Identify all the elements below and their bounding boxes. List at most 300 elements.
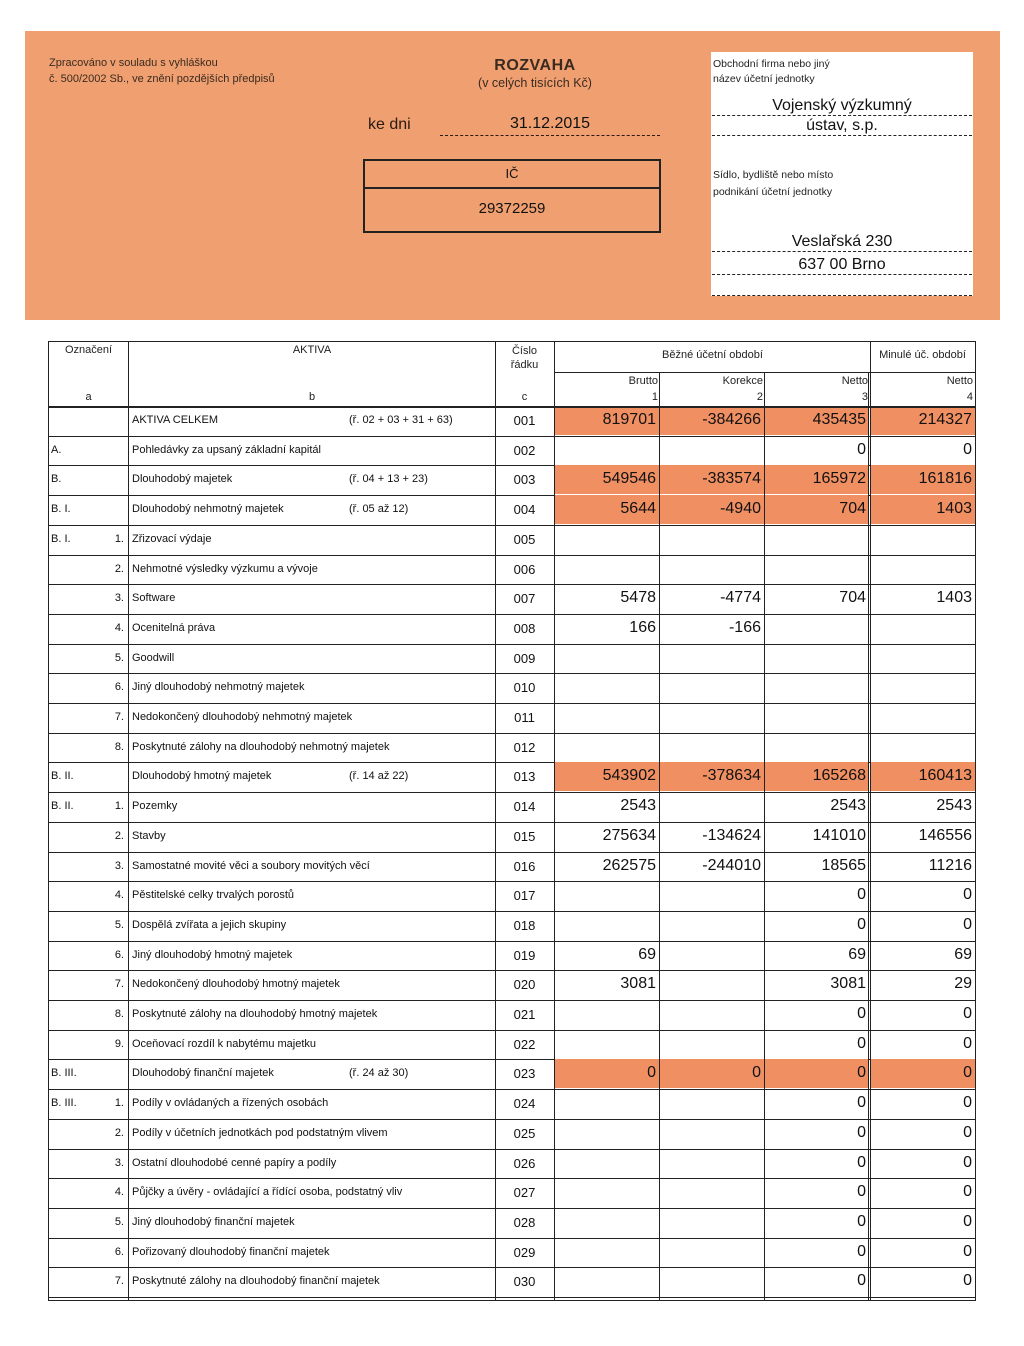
col-index-4: 4: [966, 391, 973, 403]
value-netto: [765, 614, 869, 643]
value-brutto: [555, 525, 659, 554]
col-header-cislo-2: řádku: [510, 359, 539, 371]
row-formula: (ř. 02 + 03 + 31 + 63): [349, 414, 453, 426]
row-code: 019: [513, 947, 536, 963]
row-number: 7.: [114, 978, 124, 991]
row-mark: B. III.: [51, 1067, 77, 1080]
value-netto-prev: 11216: [928, 856, 972, 874]
value-korekce: [660, 1030, 764, 1059]
row-formula: [349, 822, 489, 851]
row-code: 009: [513, 650, 536, 666]
value-netto: 165268: [765, 762, 869, 791]
value-brutto: 5478: [620, 589, 656, 607]
row-mark: [51, 406, 97, 435]
row-formula: [349, 911, 489, 940]
row-number: [97, 436, 125, 465]
table-row: [49, 555, 975, 585]
value-korekce: [660, 1149, 764, 1178]
row-number: 5.: [114, 1215, 124, 1228]
ic-label: IČ: [365, 161, 659, 189]
value-korekce: [660, 525, 764, 554]
row-label: AKTIVA CELKEM: [132, 414, 218, 426]
seat-label-1: Sídlo, bydliště nebo místo: [713, 169, 834, 181]
row-mark: [51, 673, 97, 702]
value-netto: 0: [857, 1242, 866, 1260]
value-netto: [765, 703, 869, 732]
address-1: Veslařská 230: [712, 232, 972, 252]
table-row: [49, 881, 975, 911]
row-mark: [51, 1238, 97, 1267]
value-korekce: [660, 1119, 764, 1148]
col-index-a: a: [85, 391, 92, 403]
value-netto-prev: 0: [963, 1153, 972, 1171]
row-code: 008: [513, 620, 536, 636]
row-number: [97, 762, 125, 791]
row-formula: [349, 1030, 489, 1059]
grid-line: [49, 1297, 975, 1298]
table-row: [49, 1178, 975, 1208]
row-formula: [349, 1149, 489, 1178]
row-formula: [349, 673, 489, 702]
value-brutto: [555, 881, 659, 910]
value-brutto: 5644: [555, 495, 659, 524]
value-netto: [765, 644, 869, 673]
grid-line: [870, 342, 871, 1300]
value-brutto: 166: [629, 618, 656, 636]
blank-line: [712, 295, 972, 296]
row-number: 6.: [114, 1245, 124, 1258]
row-mark: [51, 911, 97, 940]
value-brutto: 2543: [620, 797, 656, 815]
table-row: [49, 703, 975, 733]
row-formula: [349, 555, 489, 584]
row-number: [97, 1059, 125, 1088]
value-korekce: [660, 1000, 764, 1029]
date-label: ke dni: [368, 116, 411, 133]
value-korekce: -166: [728, 618, 761, 636]
row-label: Dlouhodobý majetek: [132, 473, 233, 486]
row-number: 2.: [114, 829, 124, 842]
table-row: [49, 1149, 975, 1179]
row-label: Jiný dlouhodobý hmotný majetek: [132, 948, 293, 961]
col-index-b: b: [308, 391, 316, 403]
value-netto-prev: 0: [963, 1005, 972, 1022]
row-code: 030: [513, 1274, 536, 1290]
value-brutto: [555, 911, 659, 940]
row-code: 003: [513, 472, 536, 488]
row-mark: B.: [51, 473, 62, 486]
row-label: Podíly v ovládaných a řízených osobách: [132, 1097, 329, 1110]
value-korekce: [660, 1178, 764, 1207]
value-korekce: [660, 733, 764, 762]
value-netto-prev: 0: [870, 1059, 975, 1088]
value-brutto: [555, 1119, 659, 1148]
value-netto-prev: [870, 703, 975, 732]
row-code: 013: [513, 769, 536, 785]
row-label: Nedokončený dlouhodobý hmotný majetek: [132, 978, 340, 991]
table-row: [49, 406, 975, 436]
value-brutto: 549546: [555, 465, 659, 494]
value-korekce: [660, 555, 764, 584]
col-header-minule: Minulé úč. období: [879, 349, 966, 361]
value-korekce: -378634: [660, 762, 764, 791]
value-netto: 0: [857, 886, 866, 904]
row-number: 4.: [114, 889, 124, 902]
row-number: 4.: [114, 621, 124, 634]
table-row: [49, 792, 975, 822]
value-korekce: [660, 703, 764, 732]
value-korekce: [660, 1238, 764, 1267]
value-netto: 0: [857, 1005, 866, 1022]
value-netto: 0: [857, 1123, 866, 1141]
row-number: 6.: [114, 948, 124, 961]
value-netto: 18565: [821, 856, 866, 874]
value-netto: [765, 733, 869, 762]
value-netto: [765, 525, 869, 554]
row-number: 8.: [114, 1008, 124, 1020]
value-netto-prev: 2543: [936, 797, 972, 815]
table-row: [49, 911, 975, 941]
firm-name-2: ústav, s.p.: [712, 116, 972, 136]
value-brutto: [555, 673, 659, 702]
col-index-2: 2: [756, 391, 763, 403]
row-mark: [51, 1208, 97, 1237]
value-brutto: [555, 1000, 659, 1029]
value-korekce: -244010: [702, 856, 761, 874]
row-label: Pozemky: [132, 800, 178, 813]
row-mark: [51, 1119, 97, 1148]
grid-line: [554, 342, 555, 1300]
row-mark: [51, 1149, 97, 1178]
row-label: Pohledávky za upsaný základní kapitál: [132, 443, 321, 456]
grid-line: [128, 342, 129, 1300]
legal-line-2: č. 500/2002 Sb., ve znění pozdějších předpisů: [49, 73, 275, 85]
form-header: [25, 31, 1000, 320]
value-korekce: [660, 1267, 764, 1296]
row-number: 3.: [114, 592, 124, 605]
table-row: [49, 495, 975, 525]
row-formula: [349, 792, 489, 821]
table-row: [49, 1238, 975, 1268]
value-netto-prev: 0: [963, 886, 972, 904]
value-netto: 704: [765, 495, 869, 524]
row-label: Půjčky a úvěry - ovládající a řídící osoba, podstatný vliv: [132, 1186, 403, 1199]
value-netto-prev: 69: [954, 945, 972, 963]
row-code: 005: [513, 531, 536, 547]
row-code: 020: [513, 977, 536, 993]
row-mark: [51, 614, 97, 643]
table-row: [49, 436, 975, 466]
row-number: [97, 465, 125, 494]
ic-box: [363, 159, 661, 233]
row-number: 5.: [114, 651, 124, 664]
row-code: 025: [513, 1125, 536, 1141]
row-label: Jiný dlouhodobý nehmotný majetek: [132, 681, 305, 694]
table-row: [49, 673, 975, 703]
row-label: Ostatní dlouhodobé cenné papíry a podíly: [132, 1156, 337, 1169]
value-netto-prev: 0: [963, 1272, 972, 1290]
table-row: [49, 1089, 975, 1119]
value-netto: 0: [857, 1272, 866, 1290]
value-netto-prev: 1403: [936, 589, 972, 607]
table-row: [49, 733, 975, 763]
row-mark: [51, 555, 97, 584]
row-code: 014: [513, 799, 536, 815]
row-label: Stavby: [132, 829, 166, 842]
row-code: 012: [513, 739, 536, 755]
col-header-bezne: Běžné účetní období: [662, 349, 763, 361]
row-formula: [349, 644, 489, 673]
row-mark: A.: [51, 443, 62, 456]
value-netto: 0: [857, 1153, 866, 1171]
row-code: 022: [513, 1036, 536, 1052]
value-netto-prev: 0: [963, 1212, 972, 1230]
col-index-3: 3: [861, 391, 868, 403]
legal-note: [49, 55, 275, 87]
value-brutto: [555, 1030, 659, 1059]
value-netto: 0: [857, 440, 866, 458]
row-formula: [349, 436, 489, 465]
row-label: Nehmotné výsledky výzkumu a vývoje: [132, 562, 318, 575]
row-label: Dlouhodobý hmotný majetek: [132, 770, 272, 783]
table-row: [49, 465, 975, 495]
value-netto-prev: 161816: [870, 465, 975, 494]
value-brutto: 819701: [555, 406, 659, 435]
title-block: [445, 57, 625, 90]
value-korekce: [660, 970, 764, 999]
value-netto-prev: 0: [963, 440, 972, 458]
value-netto: 3081: [830, 975, 866, 993]
value-korekce: -4940: [660, 495, 764, 524]
value-korekce: [660, 911, 764, 940]
value-brutto: 543902: [555, 762, 659, 791]
table-row: [49, 1030, 975, 1060]
row-code: 010: [513, 680, 536, 696]
value-netto-prev: [870, 614, 975, 643]
seat-label-2: podnikání účetní jednotky: [713, 186, 833, 198]
row-label: Podíly v účetních jednotkách pod podstatným vlivem: [132, 1126, 388, 1139]
row-mark: [51, 852, 97, 881]
row-label: Ocenitelná práva: [132, 621, 216, 634]
row-label: Pěstitelské celky trvalých porostů: [132, 889, 295, 902]
row-formula: [349, 941, 489, 970]
row-mark: [51, 1178, 97, 1207]
table-row: [49, 584, 975, 614]
balance-sheet-table: [48, 341, 976, 1301]
row-number: 7.: [114, 711, 124, 723]
value-korekce: -4774: [720, 589, 761, 607]
row-code: 001: [513, 413, 536, 428]
col-header-cislo: [495, 344, 554, 372]
row-label: Software: [132, 592, 176, 605]
value-korekce: [660, 644, 764, 673]
value-netto: 0: [857, 1212, 866, 1230]
value-brutto: [555, 1238, 659, 1267]
value-korekce: [660, 941, 764, 970]
row-formula: [349, 525, 489, 554]
row-mark: [51, 1000, 97, 1029]
table-row: [49, 1267, 975, 1297]
row-label: Dlouhodobý nehmotný majetek: [132, 503, 284, 516]
value-netto-prev: 0: [963, 1034, 972, 1052]
row-code: 011: [514, 710, 535, 725]
firm-label-1: Obchodní firma nebo jiný: [713, 58, 830, 70]
value-korekce: [660, 792, 764, 821]
value-netto-prev: 0: [963, 1183, 972, 1201]
row-mark: B. III.: [51, 1097, 77, 1110]
row-formula: [349, 852, 489, 881]
row-mark: B. I.: [51, 503, 71, 516]
value-netto-prev: [870, 733, 975, 762]
value-korekce: -134624: [702, 826, 761, 844]
table-row: [49, 822, 975, 852]
row-mark: [51, 644, 97, 673]
row-code: 028: [513, 1214, 536, 1230]
value-netto: 2543: [830, 797, 866, 815]
row-label: Goodwill: [132, 651, 175, 664]
date-value: 31.12.2015: [440, 115, 660, 136]
grid-line: [555, 372, 975, 373]
row-mark: [51, 584, 97, 613]
value-netto: [765, 673, 869, 702]
value-netto-prev: 0: [963, 915, 972, 933]
value-netto-prev: 29: [954, 975, 972, 993]
value-netto: 0: [857, 1094, 866, 1112]
row-code: 002: [513, 442, 536, 458]
col-header-cislo-1: Číslo: [511, 345, 538, 357]
value-netto: 0: [857, 915, 866, 933]
col-index-1: 1: [651, 391, 658, 403]
grid-line: [868, 372, 869, 1300]
value-netto: 141010: [812, 826, 866, 844]
table-row: [49, 1208, 975, 1238]
table-row: [49, 1119, 975, 1149]
address-2: 637 00 Brno: [712, 255, 972, 275]
value-netto: 0: [765, 1059, 869, 1088]
row-formula: [349, 1089, 489, 1118]
row-label: Oceňovací rozdíl k nabytému majetku: [132, 1037, 317, 1050]
col-header-brutto: Brutto: [628, 375, 658, 387]
row-code: 024: [513, 1096, 536, 1112]
value-korekce: -384266: [660, 406, 764, 435]
row-number: 7.: [114, 1275, 124, 1288]
value-brutto: 3081: [620, 975, 656, 993]
row-number: 1.: [114, 1097, 124, 1110]
row-code: 027: [513, 1185, 536, 1201]
row-label: Dlouhodobý finanční majetek: [132, 1067, 274, 1080]
table-row: [49, 1059, 975, 1089]
value-netto: 704: [839, 589, 866, 607]
value-korekce: [660, 673, 764, 702]
row-mark: [51, 822, 97, 851]
row-label: Nedokončený dlouhodobý nehmotný majetek: [132, 711, 353, 723]
value-netto: 0: [857, 1034, 866, 1052]
row-label: Jiný dlouhodobý finanční majetek: [132, 1215, 295, 1228]
value-netto-prev: 160413: [870, 762, 975, 791]
value-netto-prev: 214327: [870, 406, 975, 435]
col-header-netto: Netto: [841, 375, 868, 387]
row-mark: [51, 1267, 97, 1296]
row-formula: [349, 1000, 489, 1029]
row-formula: [349, 733, 489, 762]
col-header-oznaceni: Označení: [64, 344, 113, 356]
row-formula: (ř. 24 až 30): [349, 1067, 409, 1080]
row-code: 021: [513, 1007, 536, 1022]
row-label: Samostatné movité věci a soubory movitých věcí: [132, 859, 370, 872]
value-brutto: 275634: [602, 826, 656, 844]
row-mark: B. II.: [51, 770, 74, 783]
value-brutto: 262575: [602, 856, 656, 874]
value-brutto: [555, 436, 659, 465]
value-brutto: [555, 1267, 659, 1296]
row-mark: B. I.: [51, 532, 71, 545]
row-formula: [349, 584, 489, 613]
row-number: 5.: [114, 918, 124, 931]
row-code: 018: [513, 917, 536, 933]
row-label: Poskytnuté zálohy na dlouhodobý hmotný majetek: [132, 1008, 378, 1020]
row-code: 016: [513, 858, 536, 874]
row-code: 026: [513, 1155, 536, 1171]
row-formula: [349, 1267, 489, 1296]
table-row: [49, 1000, 975, 1030]
row-mark: [51, 733, 97, 762]
row-number: 3.: [114, 1156, 124, 1169]
row-number: 9.: [114, 1037, 124, 1050]
row-formula: [349, 1119, 489, 1148]
value-netto-prev: 146556: [918, 826, 972, 844]
row-number: 4.: [114, 1186, 124, 1199]
row-code: 029: [513, 1244, 536, 1260]
row-formula: (ř. 14 až 22): [349, 770, 409, 783]
page-title: ROZVAHA: [494, 57, 576, 74]
row-label: Zřizovací výdaje: [132, 532, 212, 545]
value-brutto: [555, 1089, 659, 1118]
value-brutto: [555, 733, 659, 762]
row-number: 3.: [114, 859, 124, 872]
col-header-korekce: Korekce: [722, 375, 763, 387]
row-formula: (ř. 04 + 13 + 23): [349, 473, 428, 486]
value-netto-prev: 0: [963, 1123, 972, 1141]
value-netto: [765, 555, 869, 584]
row-formula: [349, 881, 489, 910]
row-number: [97, 495, 125, 524]
row-number: 1.: [114, 532, 124, 545]
value-netto: 0: [857, 1183, 866, 1201]
row-number: [97, 406, 125, 435]
firm-label-2: název účetní jednotky: [713, 73, 815, 85]
value-netto-prev: [870, 644, 975, 673]
row-mark: [51, 941, 97, 970]
value-netto-prev: 0: [963, 1242, 972, 1260]
value-netto-prev: 1403: [870, 495, 975, 524]
value-korekce: 0: [660, 1059, 764, 1088]
row-formula: [349, 970, 489, 999]
value-brutto: [555, 1149, 659, 1178]
row-code: 017: [513, 888, 536, 904]
row-number: 8.: [114, 740, 124, 753]
row-mark: [51, 970, 97, 999]
col-header-aktiva: AKTIVA: [292, 344, 332, 356]
row-number: 6.: [114, 681, 124, 694]
grid-line: [495, 342, 496, 1300]
row-code: 015: [513, 828, 536, 844]
row-label: Poskytnuté zálohy na dlouhodobý finanční majetek: [132, 1275, 380, 1288]
value-korekce: [660, 881, 764, 910]
row-code: 006: [513, 561, 536, 577]
row-mark: B. II.: [51, 800, 74, 813]
value-brutto: 69: [638, 945, 656, 963]
row-number: 2.: [114, 1126, 124, 1139]
